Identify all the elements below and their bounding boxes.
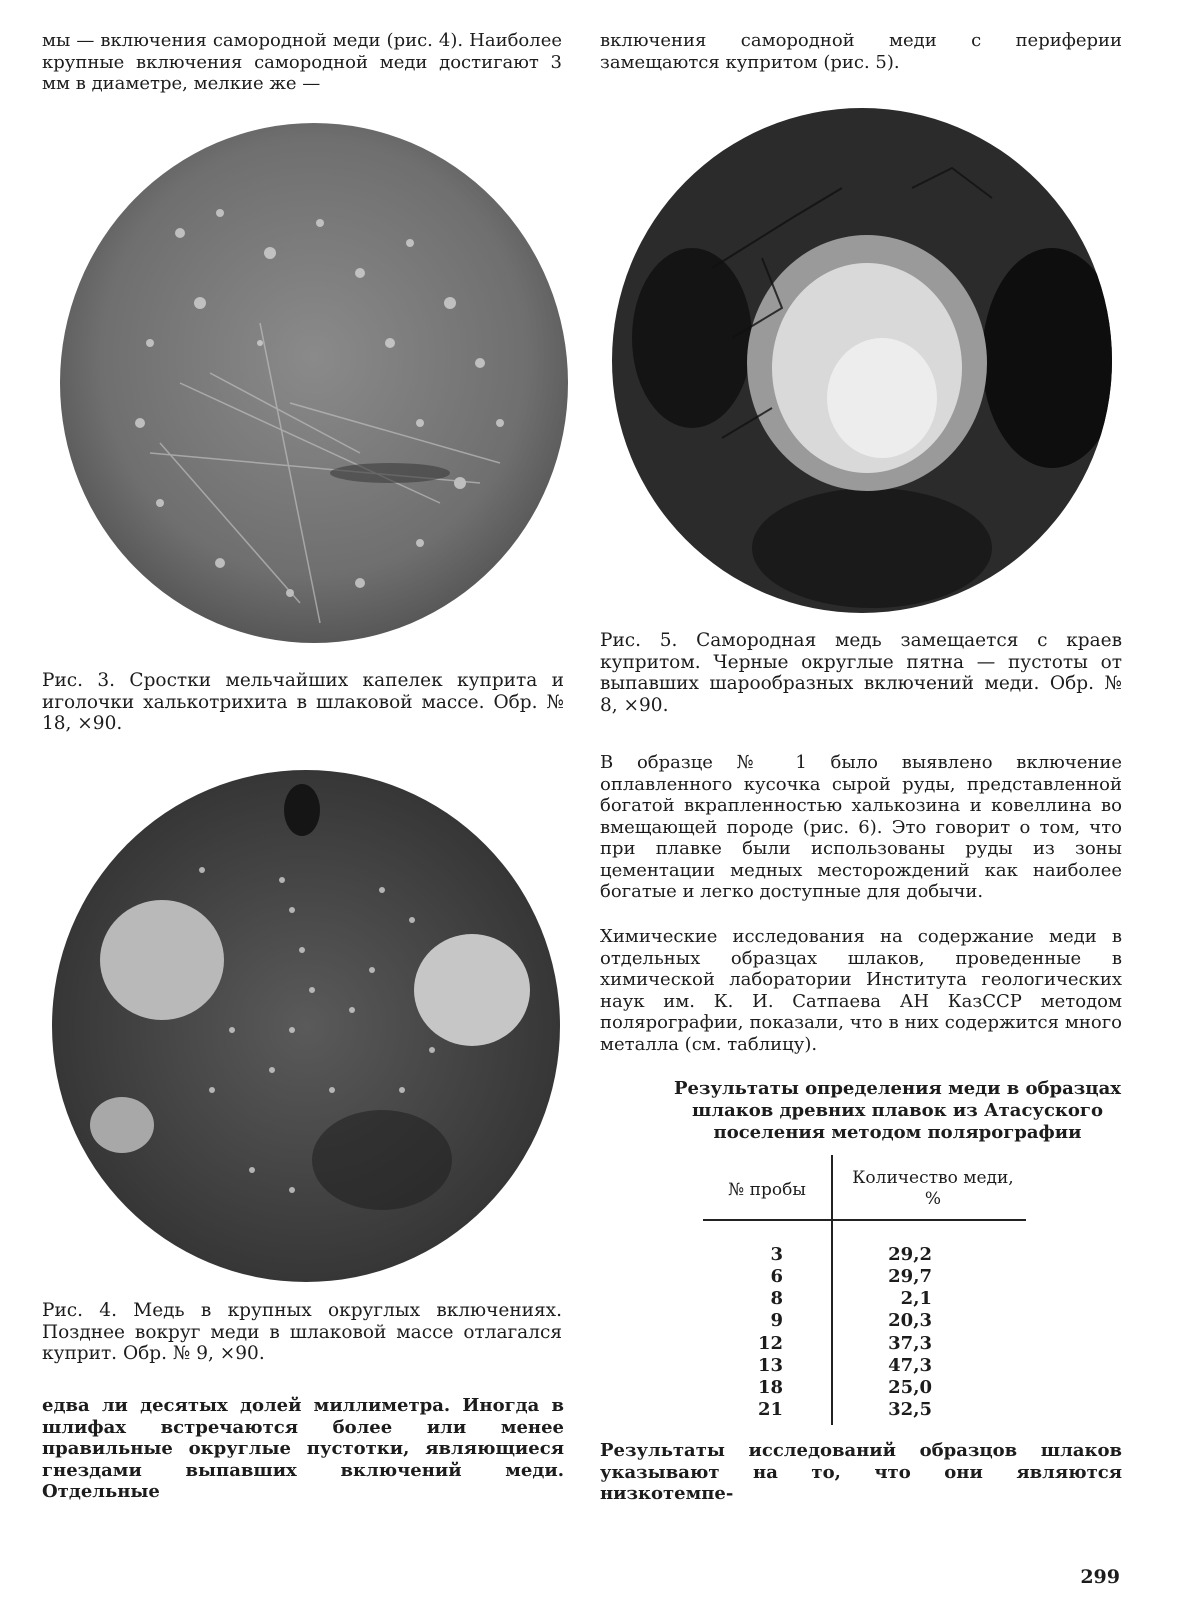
figure-4-micrograph bbox=[52, 770, 560, 1282]
left-bottom-text: едва ли десятых долей миллиметра. Иногда в шлифах встречаются более или менее правильные округлые пустотки, являющиеся гнездами выпавших включений меди. Отдельные bbox=[42, 1395, 564, 1502]
table-cell-sample: 9 bbox=[770, 1310, 783, 1331]
table-cell-copper: 32,5 bbox=[888, 1399, 932, 1420]
right-top-text: включения самородной меди с периферии замещаются купритом (рис. 5). bbox=[600, 30, 1122, 73]
table-header-copper: Количество меди, bbox=[852, 1168, 1014, 1188]
figure-3-micrograph bbox=[60, 123, 568, 643]
table-cell-sample: 13 bbox=[757, 1355, 783, 1376]
table-header-copper-unit: % bbox=[924, 1189, 942, 1209]
table-cell-copper: 2,1 bbox=[900, 1288, 932, 1309]
page-number: 299 bbox=[1080, 1566, 1120, 1588]
table-cell-sample: 6 bbox=[770, 1266, 783, 1287]
table-column-divider bbox=[831, 1155, 833, 1425]
right-bottom-text: Результаты исследований образцов шлаков указывают на то, что они являются низкотемпе- bbox=[600, 1440, 1122, 1504]
table-header-sample: № пробы bbox=[728, 1180, 806, 1200]
figure-5-micrograph bbox=[612, 108, 1112, 613]
table-cell-sample: 8 bbox=[770, 1288, 783, 1309]
figure-4-caption: Рис. 4. Медь в крупных округлых включениях. Позднее вокруг меди в шлаковой массе отлагался куприт. Обр. № 9, ×90. bbox=[42, 1300, 562, 1364]
table-cell-copper: 25,0 bbox=[888, 1377, 932, 1398]
right-paragraph-1: В образце № 1 было выявлено включение оплавленного кусочка сырой руды, представленной богатой вкрапленностью халькозина и ковеллина во вмещающей породе (рис. 6). Это говорит о том, что при плавке были использованы руды из зоны цементации медных месторождений как наиболее богатые и легко доступные для добычи. bbox=[600, 752, 1122, 902]
table-cell-copper: 47,3 bbox=[888, 1355, 932, 1376]
figure-5-caption: Рис. 5. Самородная медь замещается с краев купритом. Черные округлые пятна — пустоты от выпавших шарообразных включений меди. Обр. № 8, ×90. bbox=[600, 630, 1122, 716]
table-title-line-2: шлаков древних плавок из Атасуского bbox=[692, 1100, 1103, 1121]
table-cell-copper: 20,3 bbox=[888, 1310, 932, 1331]
table-cell-sample: 12 bbox=[757, 1333, 783, 1354]
table-cell-sample: 18 bbox=[757, 1377, 783, 1398]
table-cell-copper: 37,3 bbox=[888, 1333, 932, 1354]
table-cell-copper: 29,2 bbox=[888, 1244, 932, 1265]
left-top-text: мы — включения самородной меди (рис. 4). Наиболее крупные включения самородной меди достигают 3 мм в диаметре, мелкие же — bbox=[42, 30, 562, 94]
figure-3-caption: Рис. 3. Сростки мельчайших капелек куприта и иголочки халькотрихита в шлаковой массе. Обр. № 18, ×90. bbox=[42, 670, 564, 734]
table-cell-sample: 21 bbox=[757, 1399, 783, 1420]
table-cell-sample: 3 bbox=[770, 1244, 783, 1265]
table-header-rule bbox=[703, 1219, 1026, 1221]
right-paragraph-2: Химические исследования на содержание меди в отдельных образцах шлаков, проведенные в химической лаборатории Института геологических наук им. К. И. Сатпаева АН КазССР методом полярографии, показали, что в них содержится много металла (см. таблицу). bbox=[600, 926, 1122, 1055]
table-title-line-3: поселения методом полярографии bbox=[713, 1122, 1082, 1143]
table-title-line-1: Результаты определения меди в образцах bbox=[673, 1078, 1121, 1099]
table-cell-copper: 29,7 bbox=[888, 1266, 932, 1287]
